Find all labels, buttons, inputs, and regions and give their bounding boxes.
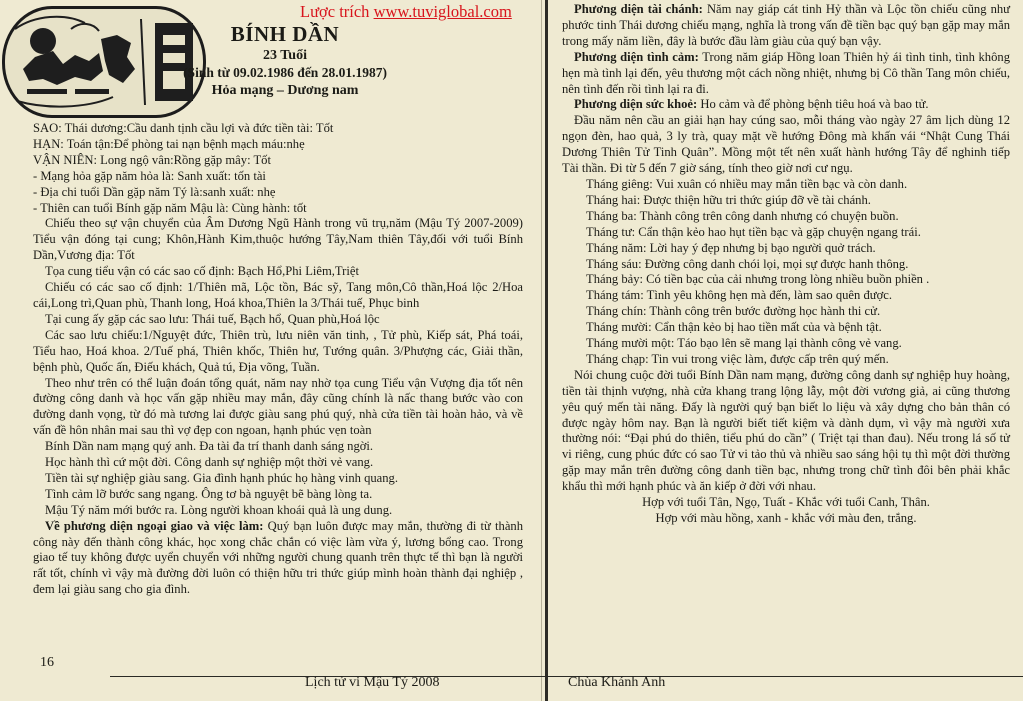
tinh-cam-heading: Phương diện tình cảm: [574,49,699,64]
toa-cung-line: Tọa cung tiểu vận có các sao cố định: Bạch Hổ,Phi Liêm,Triệt [45,264,359,279]
age-subtitle: 23 Tuổi [263,48,307,63]
page-title: BÍNH DẦN [230,22,340,46]
tai-chanh-heading: Phương diện tài chánh: [574,2,703,16]
right-column [562,2,1010,527]
tai-chanh-text: Năm nay giáp cát tinh Hỷ thần và Lộc tồn chiếu cũng như phước tinh Thái dương chiếu mạng, nghĩa là trong vấn đề tiền bạc quý bạn gặp may mắn trong mấy năm liền, đây là bước đầu làm giàu của quý bạn vậy. [562,2,1011,48]
page-gutter-shadow [541,0,542,701]
compatible-colors: Hợp với màu hồng, xanh - khắc với màu đen, trắng. [655,511,917,525]
title-block [160,22,410,99]
suc-khoe-text: Ho cảm và để phòng bệnh tiêu hoá và bao tử. [700,97,929,112]
month-item: Tháng chạp: Tin vui trong việc làm, được cấp trên quý mến. [586,351,889,366]
source-url-link[interactable]: www.tuviglobal.com [373,2,512,21]
verse-line-4: Tình cảm lỡ bước sang ngang. Ông tơ bà nguyệt bẽ bàng lòng ta. [45,486,373,501]
thien-can-line: - Thiên can tuổi Bính gặp năm Mậu là: Cùng hành: tốt [33,200,307,215]
footer-publisher: Chùa Khánh Anh [568,675,666,690]
sao-luu-line: Tại cung ấy gặp các sao lưu: Thái tuế, Bạch hổ, Quan phù,Hoá lộc [45,311,380,326]
month-item: Tháng giêng: Vui xuân có nhiều may mắn tiền bạc và còn danh. [586,176,908,191]
page-number: 16 [40,655,54,670]
chieu-sao-paragraph: Chiếu có các sao cố định: 1/Thiên mã, Lộc tồn, Bác sỹ, Tang môn,Cô thần,Hoá lộc 2/Hoa cái,Long trì,Quan phù, Thanh long, Hoá khoa,Thiên la 3/Thái tuế, Phục binh [33,280,523,310]
mang-line: - Mạng hỏa gặp năm hỏa là: Sanh xuất: tốn tài [33,168,266,183]
month-item: Tháng sáu: Đường công danh chói lọi, mọi sự được hanh thông. [586,256,909,271]
source-credit [300,2,600,22]
month-item: Tháng tám: Tình yêu không hẹn mà đến, làm sao quên được. [586,288,892,303]
ngoai-giao-paragraph [33,519,523,599]
tai-chanh-paragraph [562,2,1010,50]
sao-luu-chieu-paragraph: Các sao lưu chiếu:1/Nguyệt đức, Thiên trù, lưu niên văn tinh, , Tử phù, Kiếp sát, Phá toái, Tiểu hao, Hoá khoa. 2/Tuế phá, Thiên khốc, Thiên hư, Tướng quân. 3/Phượng các, Giải thần, bệnh phù, Quốc ấn, Điếu khách, Quả tú, Địa võng, Tuần. [33,327,523,374]
ngoai-giao-heading: Về phương diện ngoại giao và việc làm: [45,518,264,533]
month-item: Tháng tư: Cẩn thận kẻo hao hụt tiền bạc và gặp chuyện ngang trái. [586,224,921,239]
suc-khoe-paragraph [562,97,1010,113]
tinh-cam-text: Trong năm giáp Hồng loan Thiên hỷ ái tình tinh, tình không hẹn mà tình lại đến, yêu thương một cách nồng nhiệt, nhưng bị Cô thần Tang môn chiếu, nên tình đến rồi tình lại ra đi. [562,49,1010,96]
month-item: Tháng chín: Thành công trên bước đường học hành thi cử. [586,304,881,319]
han-line: HẠN: Toán tận:Để phòng tai nạn bệnh mạch máu:nhẹ [33,136,305,151]
month-item: Tháng năm: Lời hay ý đẹp nhưng bị bạo người quở trách. [586,240,876,255]
suc-khoe-heading: Phương diện sức khoẻ: [574,97,698,112]
verse-line-3: Tiền tài sự nghiệp giàu sang. Gia đình hạnh phúc họ hàng vinh quang. [45,470,398,485]
element-gender: Hỏa mạng – Dương nam [211,83,359,98]
month-item: Tháng ba: Thành công trên công danh nhưng có chuyện buồn. [586,208,899,223]
ngoai-giao-text: Quý bạn luôn được may mắn, thường đi từ thành công này đến thành công khác, học xong chắc chắn có việc làm vừa ý, lương bổng cao. Trong giao tế tuy không được uyển chuyển với những người chung quanh trên thực tế thì bạn là người rất tốt, chính vì vậy mà đường đời luôn có thiện hữu tri thức giúp mình hoàn thành đại nghiệp , đem lại giàu sang cho gia đình. [33,518,524,597]
month-item: Tháng mười: Cẩn thận kẻo bị hao tiền mất của và bệnh tật. [586,320,882,335]
birth-range: (Sinh từ 09.02.1986 đến 28.01.1987) [183,65,387,80]
footer-divider [110,676,1023,677]
page-gutter [545,0,548,701]
month-item: Tháng bảy: Có tiền bạc của cải nhưng trong lòng nhiều buồn phiền . [586,272,930,287]
tieu-van-paragraph: Chiếu theo sự vận chuyển của Âm Dương Ngũ Hành trong vũ trụ,năm (Mậu Tý 2007-2009) Tiểu vận đóng tại cung; Khôn,Hành Kim,thuộc hướng Tây,Nam thiên Tây,đối với tuổi Bính Dần,Vương địa: Tốt [33,216,523,263]
dia-chi-line: - Địa chi tuổi Dần gặp năm Tý là:sanh xuất: nhẹ [33,184,276,199]
month-item: Tháng mười một: Táo bạo lên sẽ mang lại thành công vẻ vang. [586,336,902,351]
compatible-ages: Hợp với tuổi Tân, Ngọ, Tuất - Khắc với tuổi Canh, Thân. [642,495,930,510]
sao-line: SAO: Thái dương:Cầu danh tịnh cầu lợi và đức tiền tài: Tốt [33,121,334,135]
summary-paragraph: Nói chung cuộc đời tuổi Bính Dần nam mạng, đường công danh sự nghiệp huy hoàng, tiền tài thịnh vượng, nhà cửa khang trang lộng lẫy, một đời vương giả, ai cũng thương yêu quý mến tài năng. Đấy là người quý bạn biết lo liệu và xây dựng cho bản thân có được ngày hôm nay. Bạn là người biết tiết kiệm và dành dụm, vì vậy mà người xưa thường nói: “Đại phú do thiên, tiểu phú do cần” ( Triệt tại than đau). Nếu trong lá số tử vi riêng, cung phúc đức có sao Tử vi tảo thủ và nhiều sao sáng hội tụ thì một đời thường gặp may mắn trên đường công danh tiền bạc, nhưng trong chữ tình đôi bên phải khắc khẩu thì mới hạnh phúc và ăn kiếp ở đời với nhau. [562,367,1010,494]
footer-publication: Lịch tử vi Mậu Tý 2008 [305,675,440,690]
verse-line-1: Bính Dần nam mạng quý anh. Đa tài đa trí thanh danh sáng ngời. [45,439,374,454]
month-item: Tháng hai: Được thiện hữu tri thức giúp đỡ về tài chánh. [586,192,871,207]
van-nien-line: VẬN NIÊN: Long ngộ vân:Rồng gặp mây: Tốt [33,152,271,167]
verse-line-2: Học hành thì cứ một đời. Công danh sự nghiệp một thời vẻ vang. [45,455,374,470]
luan-doan-paragraph: Theo như trên có thể luận đoán tổng quát, năm nay nhờ tọa cung Tiểu vận Vượng địa tốt nên đường công danh và học vấn gặp nhiều may mắn, đây cũng chính là nấc thang bước vào con đường danh vọng, từ đó mà tương lai được giàu sang phú quý, nhà cửa tiền tài hoàn hảo, và về vấn đề hôn nhân mai sau thì vợ đẹp con ngoan, hạnh phúc vẹn toàn [33,375,523,438]
left-column [33,121,523,598]
verse-line-5: Mậu Tý năm mới bước ra. Lòng người khoan khoái quả là ung dung. [45,502,393,517]
tinh-cam-paragraph [562,50,1010,98]
cung-sao-paragraph: Đầu năm nên cầu an giải hạn hay cúng sao, mỗi tháng vào ngày 27 âm lịch dùng 12 ngọn đèn, hao quả, 3 ly trà, quay mặt về hướng Đông mà khấn vái “Nhật Cung Thái Dương Thiên Tử Tinh Quân”. Mồng một tết nên xuất hành hướng Tây để nghinh tiếp Tài thần. Đi từ 5 đến 7 giờ sáng, tính theo giờ nơi cư ngụ. [562,113,1010,176]
source-credit-prefix: Lược trích [300,2,370,21]
